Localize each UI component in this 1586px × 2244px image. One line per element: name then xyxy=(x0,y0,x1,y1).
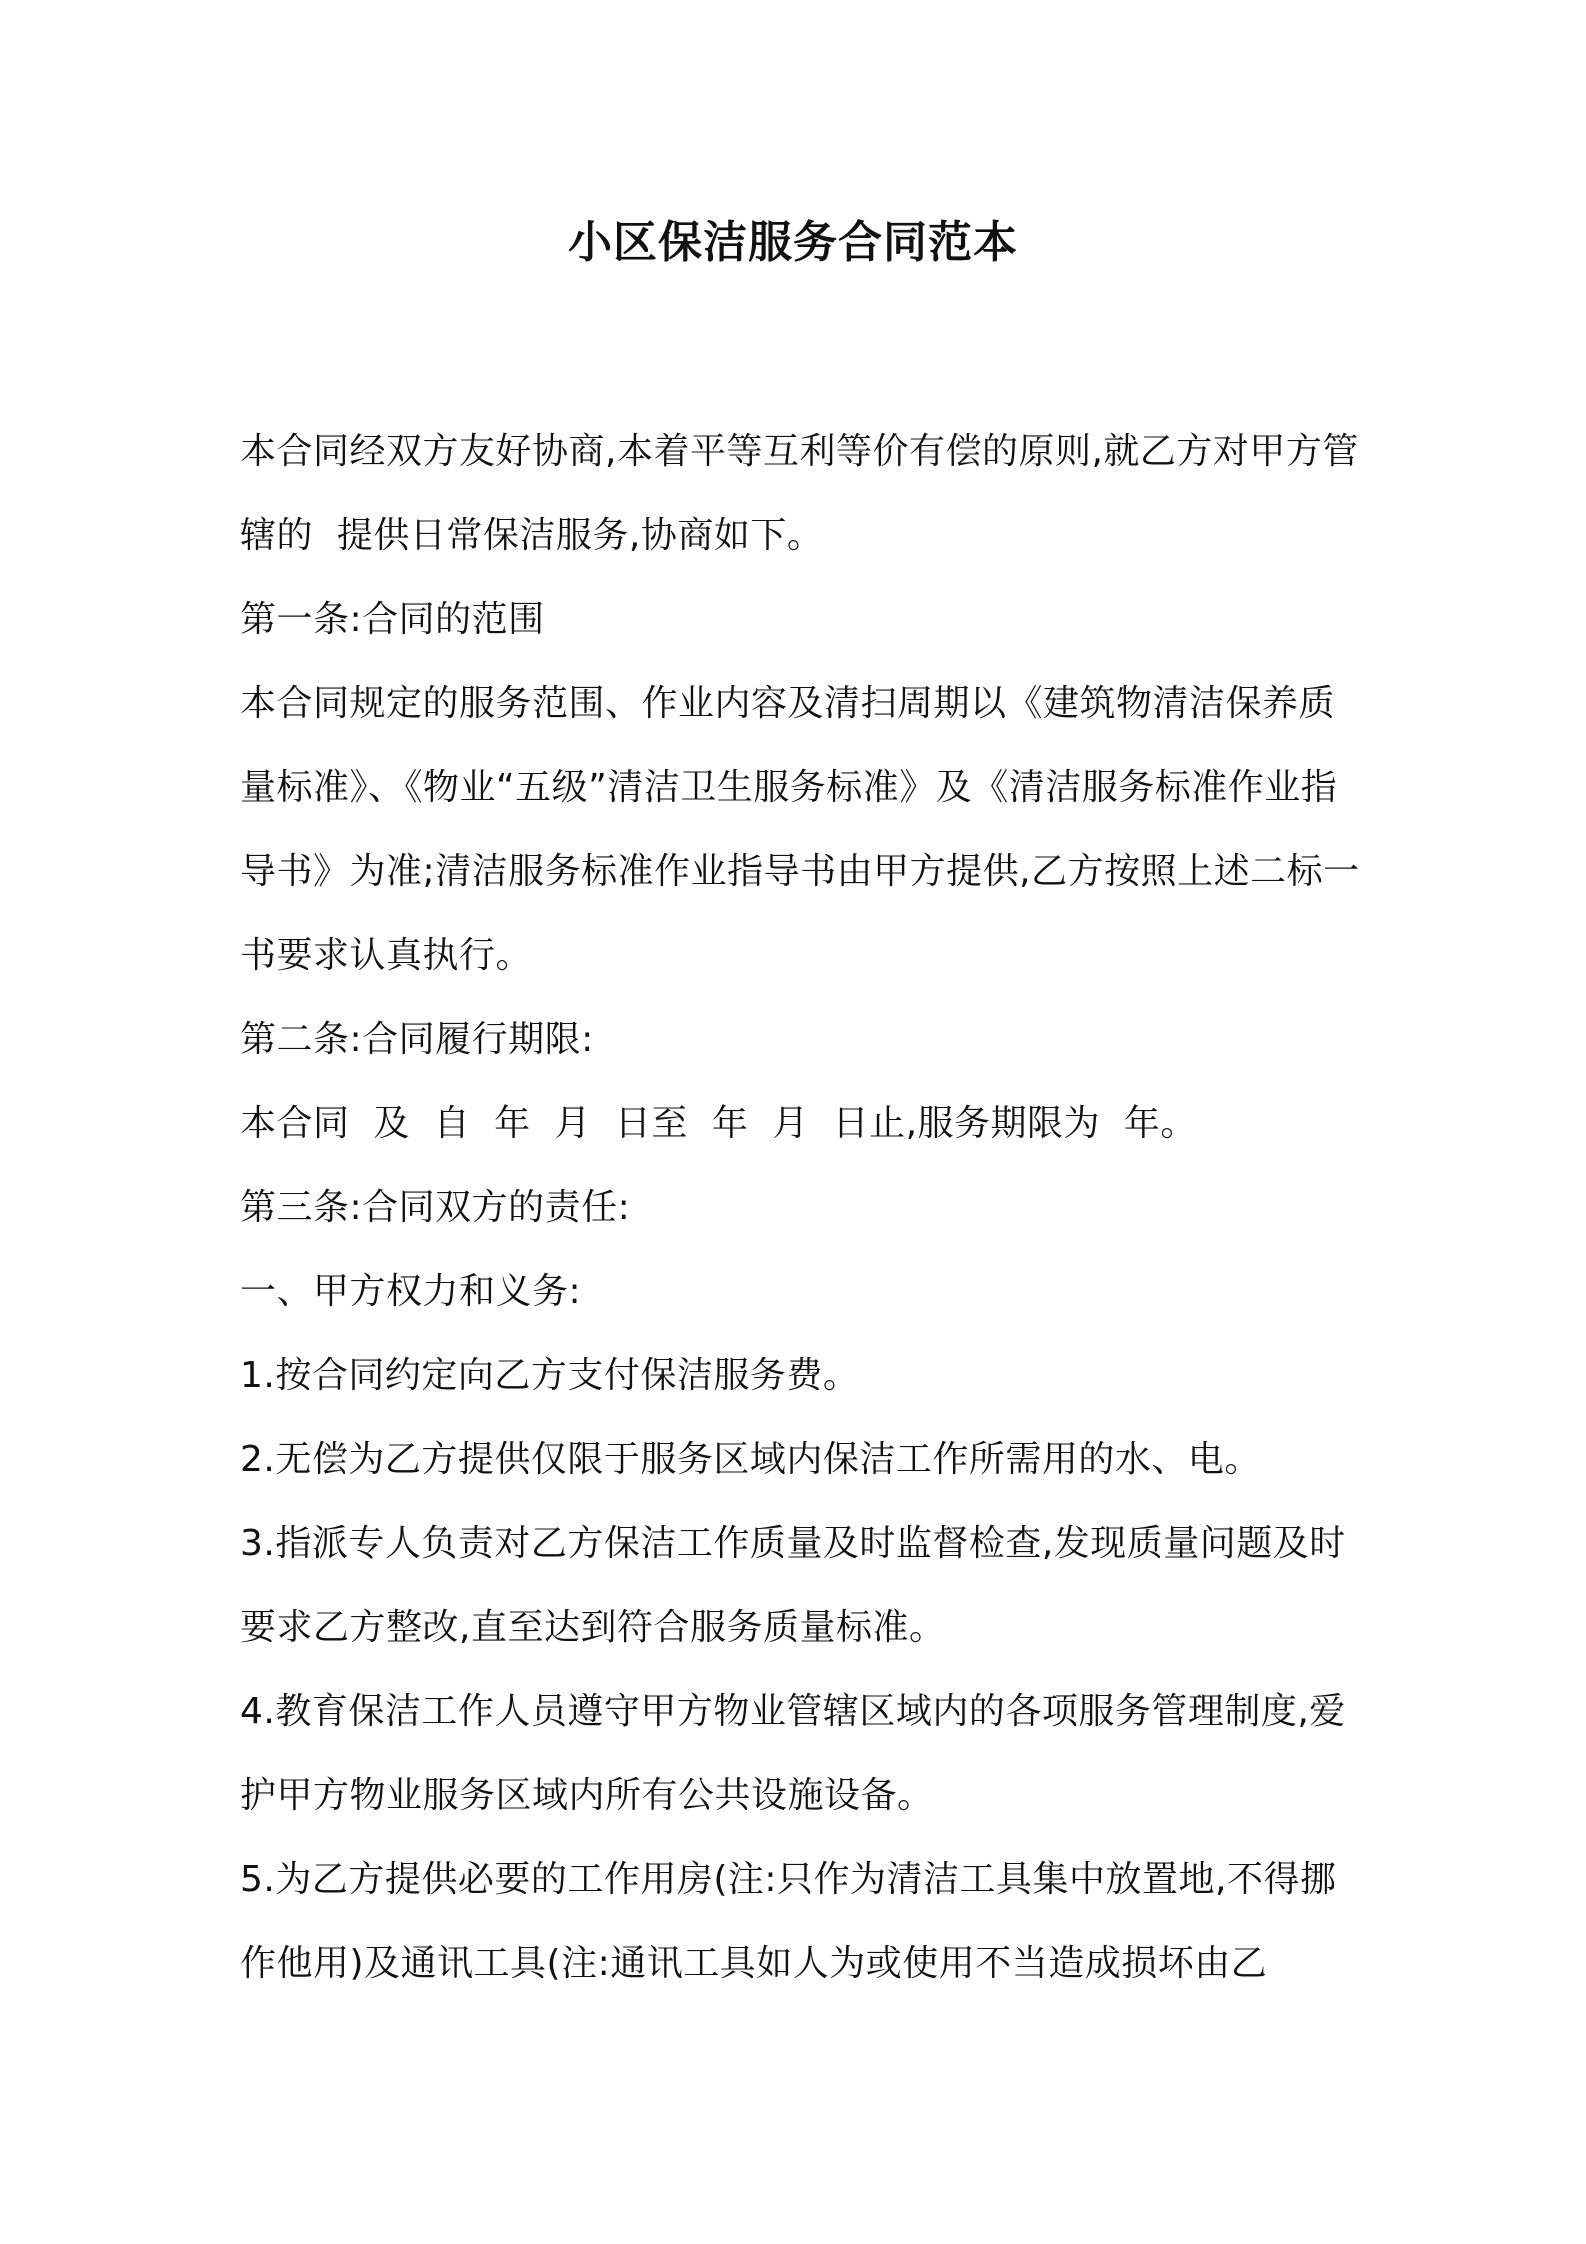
heading-article-3: 第三条:合同双方的责任: xyxy=(240,1187,631,1228)
list-item-2: 2.无偿为乙方提供仅限于服务区域内保洁工作所需用的水、电。 xyxy=(240,1439,1261,1480)
heading-party-a-rights: 一、甲方权力和义务: xyxy=(240,1271,582,1312)
paragraph-intro: 本合同经双方友好协商,本着平等互利等价有偿的原则,就乙方对甲方管辖的 提供日常保洁服务,协商如下。 xyxy=(240,431,1359,556)
document-body xyxy=(240,410,1360,2006)
list-item-1: 1.按合同约定向乙方支付保洁服务费。 xyxy=(240,1355,860,1396)
document-title: 小区保洁服务合同范本 xyxy=(568,217,1018,268)
list-item-5: 5.为乙方提供必要的工作用房(注:只作为清洁工具集中放置地,不得挪作他用)及通讯工具(注:通讯工具如人为或使用不当造成损坏由乙 xyxy=(240,1859,1337,1984)
paragraph-scope: 本合同规定的服务范围、作业内容及清扫周期以《建筑物清洁保养质量标准》、《物业“五级”清洁卫生服务标准》及《清洁服务标准作业指导书》为准;清洁服务标准作业指导书由甲方提供,乙方按照上述二标一书要求认真执行。 xyxy=(240,683,1360,976)
list-item-4: 4.教育保洁工作人员遵守甲方物业管辖区域内的各项服务管理制度,爱护甲方物业服务区域内所有公共设施设备。 xyxy=(240,1691,1346,1816)
heading-article-1: 第一条:合同的范围 xyxy=(240,599,545,640)
heading-article-2: 第二条:合同履行期限: xyxy=(240,1019,594,1060)
list-item-3: 3.指派专人负责对乙方保洁工作质量及时监督检查,发现质量问题及时要求乙方整改,直至达到符合服务质量标准。 xyxy=(240,1523,1346,1648)
paragraph-term: 本合同 及 自 年 月 日至 年 月 日止,服务期限为 年。 xyxy=(240,1103,1197,1144)
